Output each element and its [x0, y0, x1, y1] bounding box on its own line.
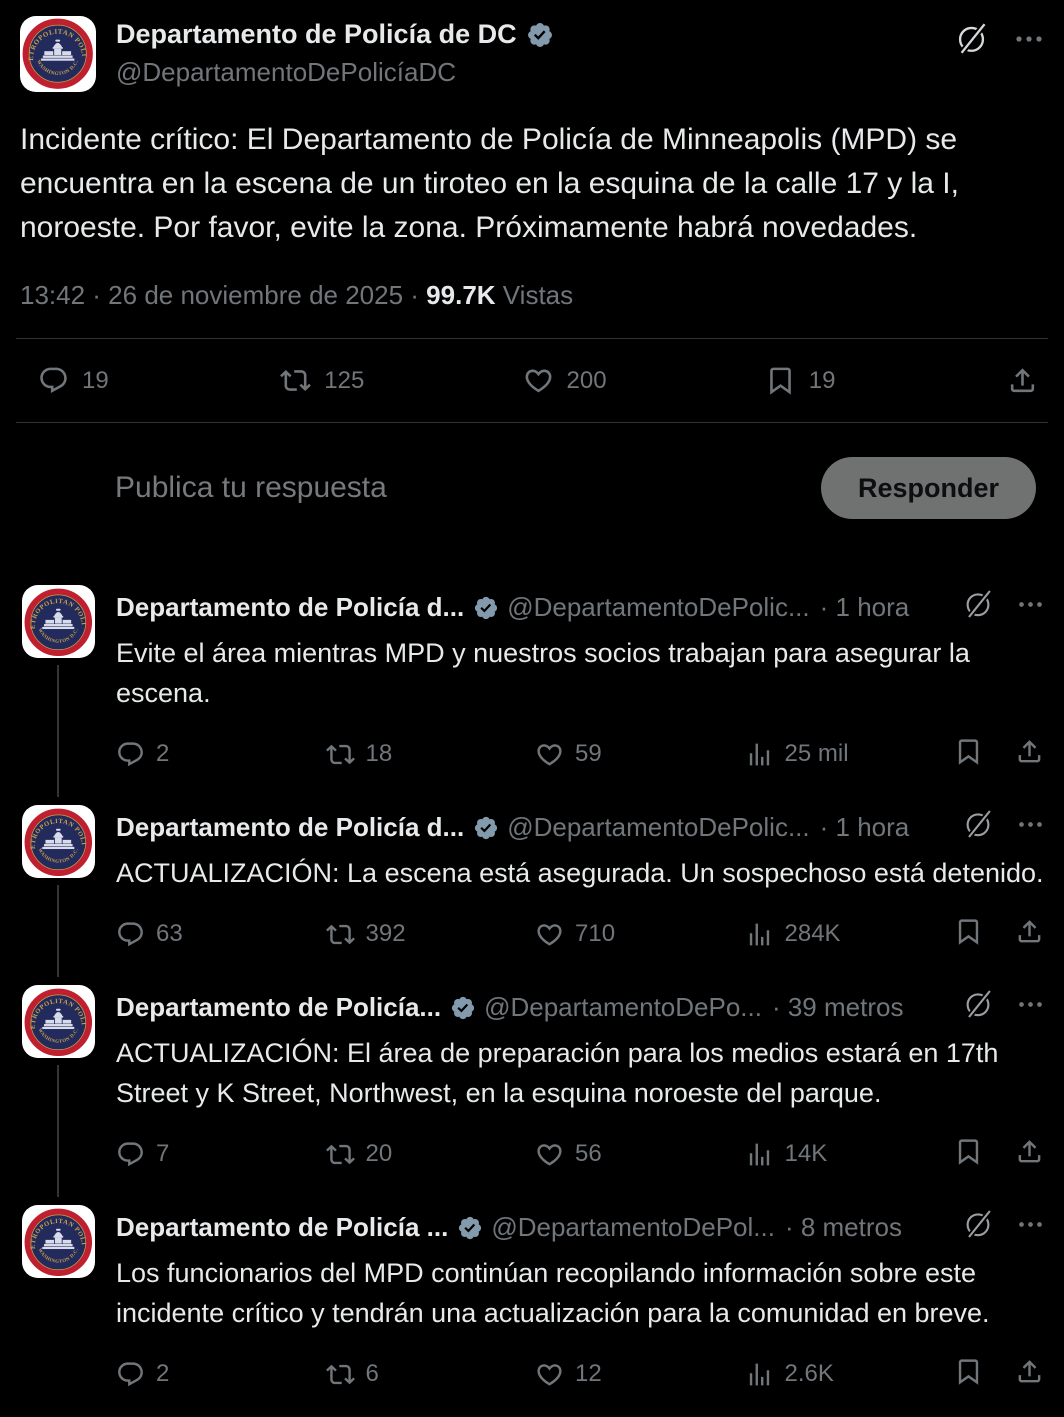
bookmark-action[interactable] [765, 365, 1007, 396]
repost-icon [326, 1360, 355, 1389]
tweet-text: Evite el área mientras MPD y nuestros socios trabajan para asegurar la escena. [116, 638, 970, 709]
reply-header [116, 585, 1044, 626]
views-count: 25 mil [784, 740, 849, 768]
grok-icon[interactable] [963, 1209, 993, 1246]
reply-count: 2 [156, 1360, 170, 1388]
display-name[interactable]: Departamento de Policía d... [116, 812, 465, 843]
reply-tweet[interactable] [0, 977, 1064, 1197]
reply-input[interactable]: Publica tu respuesta [115, 471, 387, 505]
bookmark-icon [765, 365, 796, 396]
like-count: 12 [575, 1360, 602, 1388]
like-action[interactable] [535, 740, 745, 769]
bookmark-action[interactable] [954, 917, 983, 951]
share-icon [1007, 365, 1038, 396]
like-icon [523, 365, 554, 396]
bookmark-icon [954, 1137, 983, 1166]
thread-connector-line [57, 1065, 59, 1197]
like-action[interactable] [535, 920, 745, 949]
like-action[interactable] [535, 1140, 745, 1169]
views-action[interactable] [745, 1140, 955, 1169]
bookmark-action[interactable] [954, 1137, 983, 1171]
timestamp[interactable]: · 39 metros [771, 992, 904, 1023]
avatar[interactable] [22, 805, 95, 878]
like-count: 56 [575, 1140, 602, 1168]
bookmark-count: 19 [808, 366, 836, 394]
avatar[interactable] [22, 585, 95, 658]
reply-tweet[interactable] [0, 577, 1064, 797]
repost-count: 20 [365, 1140, 393, 1168]
verified-badge-icon [526, 21, 554, 49]
repost-action[interactable] [326, 920, 536, 949]
tweet-text: ACTUALIZACIÓN: El área de preparación para los medios estará en 17th Street y K Street, Northwest, en la esquina noroeste del parque. [116, 1038, 999, 1109]
timestamp[interactable]: · 1 hora [819, 812, 910, 843]
share-icon [1015, 1137, 1044, 1166]
display-name[interactable]: Departamento de Policía de DC [116, 19, 517, 49]
display-name[interactable]: Departamento de Policía... [116, 992, 442, 1023]
avatar[interactable] [22, 985, 95, 1058]
timestamp[interactable]: · 1 hora [819, 592, 910, 623]
views-action[interactable] [745, 740, 955, 769]
repost-count: 392 [365, 920, 406, 948]
more-menu-icon[interactable] [1014, 24, 1044, 59]
reply-action[interactable] [38, 365, 280, 396]
repost-icon [326, 740, 355, 769]
grok-icon[interactable] [963, 989, 993, 1026]
like-count: 59 [575, 740, 602, 768]
views-icon [745, 740, 774, 769]
grok-icon[interactable] [963, 809, 993, 846]
tweet-timestamp[interactable] [0, 250, 1064, 338]
user-handle[interactable]: @DepartamentoDePol... [491, 1212, 775, 1243]
reply-header [116, 1205, 1044, 1246]
like-action[interactable] [535, 1360, 745, 1389]
more-menu-icon[interactable] [1017, 591, 1044, 625]
reply-count: 63 [156, 920, 183, 948]
replies-thread [0, 577, 1064, 1417]
share-action[interactable] [1007, 365, 1038, 396]
share-icon [1015, 917, 1044, 946]
share-action[interactable] [1015, 1137, 1044, 1171]
bookmark-icon [954, 917, 983, 946]
reply-icon [38, 365, 69, 396]
display-name[interactable]: Departamento de Policía ... [116, 1212, 449, 1243]
views-action[interactable] [745, 1360, 955, 1389]
reply-count: 2 [156, 740, 170, 768]
repost-action[interactable] [326, 740, 536, 769]
reply-action[interactable] [116, 1360, 326, 1389]
reply-header [116, 985, 1044, 1026]
repost-count: 125 [324, 366, 365, 394]
reply-count: 7 [156, 1140, 170, 1168]
share-icon [1015, 1357, 1044, 1386]
repost-count: 18 [365, 740, 393, 768]
repost-icon [326, 920, 355, 949]
avatar[interactable] [22, 1205, 95, 1278]
reply-action-bar [116, 1113, 1044, 1197]
reply-action[interactable] [116, 1140, 326, 1169]
repost-count: 6 [365, 1360, 379, 1388]
share-action[interactable] [1015, 737, 1044, 771]
repost-icon [280, 365, 311, 396]
like-icon [535, 740, 564, 769]
more-menu-icon[interactable] [1017, 811, 1044, 845]
grok-icon[interactable] [955, 22, 988, 60]
views-label: Vistas [502, 280, 574, 310]
thread-connector-line [57, 665, 59, 797]
like-action[interactable] [523, 365, 765, 396]
reply-submit-button[interactable]: Responder [821, 457, 1036, 519]
like-count: 200 [566, 366, 607, 394]
reply-action-bar [116, 713, 1044, 797]
share-action[interactable] [1015, 1357, 1044, 1391]
reply-icon [116, 1360, 145, 1389]
timestamp[interactable]: · 8 metros [784, 1212, 902, 1243]
reply-icon [116, 1140, 145, 1169]
reply-tweet[interactable] [0, 1197, 1064, 1417]
reply-composer[interactable] [0, 423, 1064, 577]
repost-icon [326, 1140, 355, 1169]
reply-action-bar [116, 1333, 1044, 1417]
reply-count: 19 [82, 366, 109, 394]
repost-action[interactable] [280, 365, 522, 396]
reply-header [116, 805, 1044, 846]
reply-tweet[interactable] [0, 797, 1064, 977]
avatar[interactable] [20, 16, 96, 92]
views-count: 284K [784, 920, 841, 948]
main-tweet-header [0, 0, 1064, 92]
tweet-text: ACTUALIZACIÓN: La escena está asegurada. Un sospechoso está detenido. [116, 858, 1044, 889]
views-count: 14K [784, 1140, 828, 1168]
main-action-bar [0, 339, 1064, 422]
main-tweet [0, 0, 1064, 577]
reply-action-bar [116, 893, 1044, 977]
views-icon [745, 1360, 774, 1389]
like-icon [535, 1360, 564, 1389]
tweet-text: Incidente crítico: El Departamento de Policía de Minneapolis (MPD) se encuentra en la escena de un tiroteo en la esquina de la calle 17 y la I, noroeste. Por favor, evite la zona. Próximamente habrá novedades. [20, 123, 959, 244]
views-count: 2.6K [784, 1360, 834, 1388]
like-icon [535, 1140, 564, 1169]
thread-connector-line [57, 885, 59, 977]
views-action[interactable] [745, 920, 955, 949]
more-menu-icon[interactable] [1017, 991, 1044, 1025]
more-menu-icon[interactable] [1017, 1211, 1044, 1245]
repost-action[interactable] [326, 1140, 536, 1169]
tweet-text: Los funcionarios del MPD continúan recopilando información sobre este incidente crítico y tendrán una actualización para la comunidad en breve. [116, 1258, 990, 1329]
views-icon [745, 1140, 774, 1169]
share-action[interactable] [1015, 917, 1044, 951]
reply-action[interactable] [116, 740, 326, 769]
reply-icon [116, 740, 145, 769]
user-handle[interactable]: @DepartamentoDePolic... [507, 592, 810, 623]
reply-action[interactable] [116, 920, 326, 949]
verified-badge-icon [450, 995, 476, 1021]
share-icon [1015, 737, 1044, 766]
display-name[interactable]: Departamento de Policía d... [116, 592, 465, 623]
timestamp-meta: 13:42 · 26 de noviembre de 2025 · [20, 280, 419, 310]
like-icon [535, 920, 564, 949]
views-count: 99.7K [426, 280, 496, 310]
verified-badge-icon [473, 815, 499, 841]
user-handle[interactable]: @DepartamentoDePolic... [507, 812, 810, 843]
bookmark-action[interactable] [954, 737, 983, 771]
user-handle[interactable]: @DepartamentoDePolicíaDC [116, 57, 456, 87]
repost-action[interactable] [326, 1360, 536, 1389]
bookmark-icon [954, 737, 983, 766]
grok-icon[interactable] [963, 589, 993, 626]
bookmark-action[interactable] [954, 1357, 983, 1391]
reply-icon [116, 920, 145, 949]
verified-badge-icon [473, 595, 499, 621]
like-count: 710 [575, 920, 616, 948]
user-handle[interactable]: @DepartamentoDePo... [484, 992, 762, 1023]
bookmark-icon [954, 1357, 983, 1386]
user-names[interactable] [116, 16, 554, 88]
views-icon [745, 920, 774, 949]
verified-badge-icon [457, 1215, 483, 1241]
